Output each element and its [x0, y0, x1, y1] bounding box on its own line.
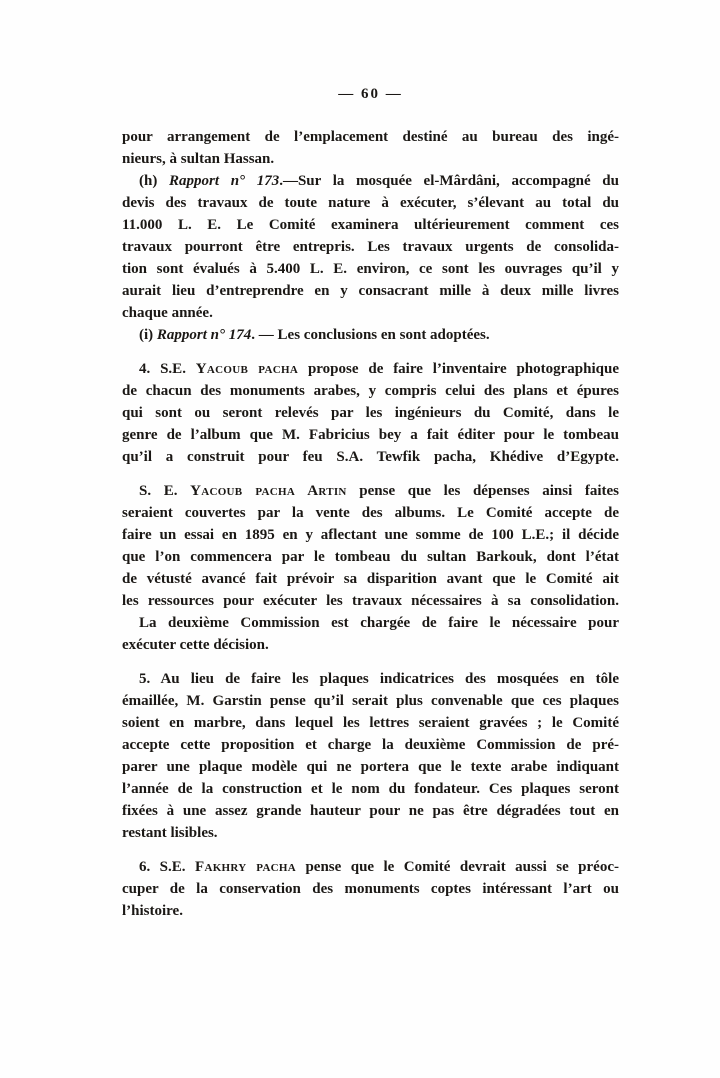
- text-line: [122, 302, 619, 324]
- text-line: [122, 446, 619, 468]
- text-segment: Rapport n° 174: [156, 327, 252, 343]
- text-line: [122, 280, 619, 302]
- text-segment: nieurs, à sultan Hassan.: [122, 151, 275, 167]
- text-segment: Yacoub pacha Artin: [190, 483, 347, 499]
- paragraph: [122, 668, 619, 844]
- text-segment: Rapport n° 173: [169, 173, 280, 189]
- text-segment: travaux pourront être entrepris. Les travaux urgents de consolida-: [122, 239, 619, 255]
- text-line: [122, 712, 619, 734]
- text-line: [122, 424, 619, 446]
- text-line: [122, 634, 619, 656]
- text-line: [122, 734, 619, 756]
- text-line: [122, 900, 619, 922]
- text-segment: 5. Au lieu de faire les plaques indicatrices des mosquées en tôle: [139, 671, 619, 687]
- text-segment: pour arrangement de l’emplacement destiné au bureau des ingé-: [122, 129, 619, 145]
- text-line: [122, 214, 619, 236]
- text-line: [122, 502, 619, 524]
- text-segment: de chacun des monuments arabes, y compris celui des plans et épures: [122, 383, 619, 399]
- text-line: [122, 590, 619, 612]
- paragraph: [122, 358, 619, 468]
- text-line: [122, 568, 619, 590]
- text-line: [122, 480, 619, 502]
- text-line: [122, 800, 619, 822]
- text-line: [122, 546, 619, 568]
- text-block: [122, 126, 619, 922]
- text-line: [122, 148, 619, 170]
- text-segment: pense que le Comité devrait aussi se préoc-: [296, 859, 619, 875]
- text-line: [122, 756, 619, 778]
- text-segment: restant lisibles.: [122, 825, 218, 841]
- text-segment: genre de l’album que M. Fabricius bey a fait éditer pour le tombeau: [122, 427, 619, 443]
- text-segment: seraient couvertes par la vente des albums. Le Comité accepte de: [122, 505, 619, 521]
- text-segment: .—Sur la mosquée el-Mârdâni, accompagné du: [279, 173, 619, 189]
- paragraph: [122, 480, 619, 612]
- text-line: [122, 878, 619, 900]
- text-segment: . — Les conclusions en sont adoptées.: [251, 327, 490, 343]
- text-segment: accepte cette proposition et charge la deuxième Commission de pré-: [122, 737, 619, 753]
- text-line: [122, 856, 619, 878]
- text-segment: fixées à une assez grande hauteur pour ne pas être dégradées tout en: [122, 803, 619, 819]
- text-segment: devis des travaux de toute nature à exécuter, s’élevant au total du: [122, 195, 619, 211]
- text-line: [122, 170, 619, 192]
- text-segment: La deuxième Commission est chargée de faire le nécessaire pour: [139, 615, 619, 631]
- text-line: [122, 192, 619, 214]
- text-segment: les ressources pour exécuter les travaux nécessaires à sa consolidation.: [122, 593, 619, 609]
- text-line: [122, 822, 619, 844]
- text-line: [122, 324, 619, 346]
- text-segment: que l’on commencera par le tombeau du sultan Barkouk, dont l’état: [122, 549, 619, 565]
- text-segment: de vétusté avancé fait prévoir sa disparition avant que le Comité ait: [122, 571, 619, 587]
- text-line: [122, 258, 619, 280]
- text-segment: cuper de la conservation des monuments coptes intéressant l’art ou: [122, 881, 619, 897]
- paragraph: [122, 324, 619, 346]
- text-segment: émaillée, M. Garstin pense qu’il serait plus convenable que ces plaques: [122, 693, 619, 709]
- text-segment: S. E.: [139, 483, 191, 499]
- text-segment: qu’il a construit pour feu S.A. Tewfik pacha, Khédive d’Egypte.: [122, 449, 619, 465]
- text-line: [122, 236, 619, 258]
- text-line: [122, 778, 619, 800]
- page-number-header: — 60 —: [338, 86, 403, 102]
- paragraph: [122, 170, 619, 324]
- text-segment: parer une plaque modèle qui ne portera que le texte arabe indiquant: [122, 759, 619, 775]
- paragraph: [122, 126, 619, 170]
- text-line: [122, 358, 619, 380]
- text-segment: aurait lieu d’entreprendre en y consacrant mille à deux mille livres: [122, 283, 619, 299]
- text-segment: l’histoire.: [122, 903, 183, 919]
- text-segment: Fakhry pacha: [194, 859, 297, 875]
- text-line: [122, 524, 619, 546]
- text-segment: soient en marbre, dans lequel les lettres seraient gravées ; le Comité: [122, 715, 619, 731]
- text-segment: Yacoub pacha: [195, 361, 299, 377]
- text-segment: 4. S.E.: [139, 361, 196, 377]
- text-segment: exécuter cette décision.: [122, 637, 269, 653]
- text-line: [122, 612, 619, 634]
- text-line: [122, 380, 619, 402]
- text-line: [122, 126, 619, 148]
- text-segment: l’année de la construction et le nom du fondateur. Ces plaques seront: [122, 781, 619, 797]
- text-segment: 11.000 L. E. Le Comité examinera ultérieurement comment ces: [122, 217, 619, 233]
- text-line: [122, 402, 619, 424]
- text-segment: (h): [139, 173, 170, 189]
- text-segment: pense que les dépenses ainsi faites: [346, 483, 619, 499]
- paragraph: [122, 856, 619, 922]
- text-segment: faire un essai en 1895 en y aflectant une somme de 100 L.E.; il décide: [122, 527, 619, 543]
- text-line: [122, 668, 619, 690]
- paragraph: [122, 612, 619, 656]
- text-segment: propose de faire l’inventaire photographique: [298, 361, 619, 377]
- text-segment: chaque année.: [122, 305, 213, 321]
- text-segment: (i): [139, 327, 157, 343]
- text-segment: 6. S.E.: [139, 859, 195, 875]
- text-line: [122, 690, 619, 712]
- text-segment: tion sont évalués à 5.400 L. E. environ, ce sont les ouvrages qu’il y: [122, 261, 619, 277]
- text-segment: qui sont ou seront relevés par les ingénieurs du Comité, dans le: [122, 405, 619, 421]
